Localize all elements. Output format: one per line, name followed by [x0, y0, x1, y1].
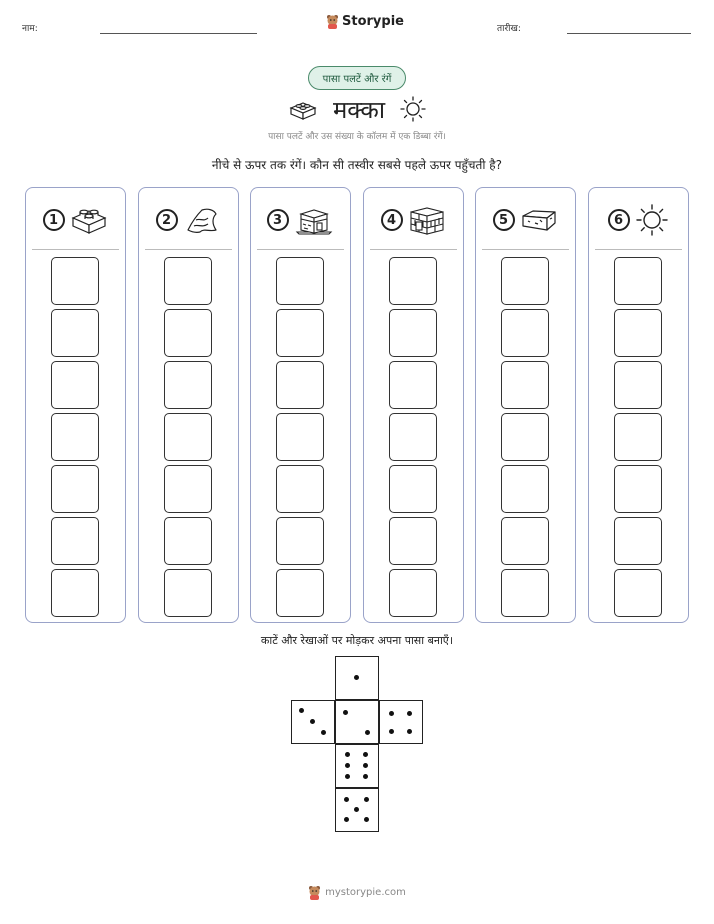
die-pip [310, 719, 315, 724]
color-box[interactable] [501, 361, 549, 409]
color-box[interactable] [501, 257, 549, 305]
footer-url[interactable]: mystorypie.com [325, 887, 406, 898]
column-header [251, 198, 350, 242]
die-pip [299, 708, 304, 713]
die-pip [363, 752, 368, 757]
color-box[interactable] [389, 465, 437, 513]
name-label: नाम: [22, 24, 38, 34]
column-divider [482, 249, 569, 250]
die-pip [344, 817, 349, 822]
bear-mascot-icon [326, 14, 339, 29]
stone-wall-icon [407, 204, 447, 236]
name-line[interactable] [100, 33, 257, 34]
column-divider [370, 249, 457, 250]
die-pip [407, 729, 412, 734]
color-box[interactable] [51, 309, 99, 357]
color-box[interactable] [51, 517, 99, 565]
color-box[interactable] [51, 465, 99, 513]
color-box[interactable] [389, 569, 437, 617]
color-box[interactable] [501, 413, 549, 461]
sun-icon [399, 95, 427, 123]
color-box[interactable] [164, 465, 212, 513]
color-box[interactable] [614, 569, 662, 617]
column-2 [138, 187, 239, 623]
color-box[interactable] [614, 465, 662, 513]
color-box[interactable] [51, 569, 99, 617]
column-4 [363, 187, 464, 623]
die-pip [354, 807, 359, 812]
die-pip [321, 730, 326, 735]
column-5 [475, 187, 576, 623]
column-1 [25, 187, 126, 623]
color-box[interactable] [164, 309, 212, 357]
color-box[interactable] [389, 309, 437, 357]
stone-block-icon [519, 204, 559, 236]
column-header [589, 198, 688, 242]
color-box[interactable] [501, 309, 549, 357]
color-box[interactable] [51, 257, 99, 305]
column-divider [145, 249, 232, 250]
color-box[interactable] [389, 257, 437, 305]
subtitle: पासा पलटें और उस संख्या के कॉलम में एक डिब्बा रंगें। [268, 132, 446, 142]
lego-brick-icon [69, 204, 109, 236]
column-number: 5 [493, 209, 515, 231]
color-box[interactable] [276, 361, 324, 409]
die-pip [344, 797, 349, 802]
footer [0, 885, 714, 900]
color-box[interactable] [501, 465, 549, 513]
bear-mascot-icon [308, 885, 321, 900]
column-divider [32, 249, 119, 250]
color-box[interactable] [614, 309, 662, 357]
color-box[interactable] [614, 257, 662, 305]
color-box[interactable] [164, 361, 212, 409]
date-line[interactable] [567, 33, 691, 34]
lego-brick-icon [287, 96, 319, 122]
kaaba-icon [293, 204, 335, 236]
color-box[interactable] [389, 517, 437, 565]
color-box[interactable] [501, 517, 549, 565]
column-divider [595, 249, 682, 250]
color-box[interactable] [614, 413, 662, 461]
date-label: तारीख: [497, 24, 521, 34]
color-box[interactable] [164, 413, 212, 461]
die-pip [364, 797, 369, 802]
color-box[interactable] [164, 569, 212, 617]
die-pip [364, 817, 369, 822]
cloth-icon [182, 204, 222, 236]
color-box[interactable] [276, 257, 324, 305]
die-pip [407, 711, 412, 716]
die-pip [345, 752, 350, 757]
die-pip [389, 729, 394, 734]
column-divider [257, 249, 344, 250]
brand-name: Storypie [342, 14, 404, 29]
column-header [139, 198, 238, 242]
color-box[interactable] [164, 517, 212, 565]
color-box[interactable] [276, 309, 324, 357]
die-pip [389, 711, 394, 716]
column-6 [588, 187, 689, 623]
color-box[interactable] [164, 257, 212, 305]
color-box[interactable] [276, 517, 324, 565]
instruction-text: नीचे से ऊपर तक रंगें। कौन सी तस्वीर सबसे पहले ऊपर पहुँचती है? [211, 158, 503, 172]
color-box[interactable] [389, 413, 437, 461]
brand-logo [326, 14, 404, 29]
die-pip [363, 774, 368, 779]
color-box[interactable] [51, 361, 99, 409]
column-3 [250, 187, 351, 623]
die-face-5 [335, 788, 379, 832]
column-number: 1 [43, 209, 65, 231]
column-number: 6 [608, 209, 630, 231]
title-row [0, 92, 714, 126]
color-box[interactable] [614, 517, 662, 565]
die-pip [365, 730, 370, 735]
game-tag: पासा पलटें और रंगें [308, 66, 406, 90]
die-pip [363, 763, 368, 768]
color-box[interactable] [614, 361, 662, 409]
column-header [26, 198, 125, 242]
cut-instruction: काटें और रेखाओं पर मोड़कर अपना पासा बनाएँ। [260, 634, 454, 647]
die-pip [343, 710, 348, 715]
column-header [364, 198, 463, 242]
color-box[interactable] [276, 413, 324, 461]
die-face-4 [379, 700, 423, 744]
column-number: 3 [267, 209, 289, 231]
color-box[interactable] [276, 465, 324, 513]
column-number: 2 [156, 209, 178, 231]
color-box[interactable] [51, 413, 99, 461]
sun-icon [634, 202, 670, 238]
page-title: मक्का [332, 95, 386, 124]
color-box[interactable] [501, 569, 549, 617]
die-pip [345, 763, 350, 768]
color-box[interactable] [389, 361, 437, 409]
column-number: 4 [381, 209, 403, 231]
column-header [476, 198, 575, 242]
die-face-1 [335, 656, 379, 700]
die-face-6 [335, 744, 379, 788]
die-face-2 [335, 700, 379, 744]
die-pip [345, 774, 350, 779]
color-box[interactable] [276, 569, 324, 617]
die-pip [354, 675, 359, 680]
die-face-3 [291, 700, 335, 744]
